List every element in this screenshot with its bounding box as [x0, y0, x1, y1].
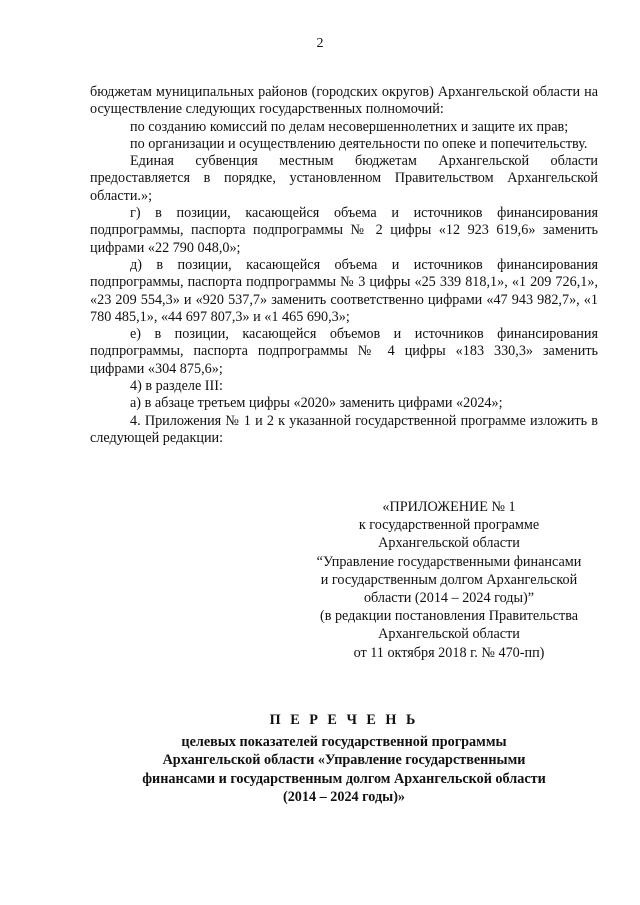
appendix-line: (в редакции постановления Правительства — [319, 608, 579, 625]
heading-subtitle-line: Архангельской области «Управление государственными — [162, 752, 526, 768]
paragraph: е) в позиции, касающейся объемов и источников финансирования подпрограммы, паспорта подпрограммы № 4 цифры «183 330,3» заменить цифрами «304 875,6»; — [90, 326, 598, 377]
heading-subtitle-line: финансами и государственным долгом Архангельской области — [142, 770, 546, 787]
paragraph: 4. Приложения № 1 и 2 к указанной государственной программе изложить в следующей редакции: — [90, 412, 598, 446]
appendix-line: области (2014 – 2024 годы)” — [363, 590, 535, 607]
paragraph: бюджетам муниципальных районов (городских округов) Архангельской области на осуществление следующих государственных полномочий: — [90, 84, 598, 118]
appendix-header — [300, 498, 598, 662]
paragraph: д) в позиции, касающейся объема и источников финансирования подпрограммы, паспорта подпрограммы № 3 цифры «25 339 818,1», «1 209 726,1», «23 209 554,3» и «920 537,7» заменить соответственно цифрами «47 943 982,7», «1 780 485,1», «44 697 807,3» и «1 465 690,3»; — [90, 256, 598, 325]
paragraph: 4) в разделе III: — [130, 378, 223, 395]
paragraph: г) в позиции, касающейся объема и источников финансирования подпрограммы, паспорта подпрограммы № 2 цифры «12 923 619,6» заменить цифрами «22 790 048,0»; — [90, 205, 598, 256]
appendix-line: Архангельской области — [378, 535, 520, 552]
heading-subtitle-line: (2014 – 2024 годы)» — [282, 789, 406, 805]
paragraph: а) в абзаце третьем цифры «2020» заменить цифрами «2024»; — [130, 395, 503, 412]
appendix-line: и государственным долгом Архангельской — [320, 571, 578, 588]
paragraph: по созданию комиссий по делам несовершеннолетних и защите их прав; — [130, 118, 569, 135]
document-body — [90, 84, 598, 447]
appendix-line: Архангельской области — [378, 626, 520, 643]
paragraph: по организации и осуществлению деятельности по опеке и попечительству. — [130, 135, 588, 152]
heading-subtitle-line: целевых показателей государственной программы — [181, 733, 507, 750]
page-number: 2 — [316, 36, 324, 51]
heading-title: П Е Р Е Ч Е Н Ь — [269, 712, 419, 728]
appendix-line: «ПРИЛОЖЕНИЕ № 1 — [382, 499, 516, 515]
list-heading — [90, 711, 598, 807]
paragraph: Единая субвенция местным бюджетам Архангельской области предоставляется в порядке, установленном Правительством Архангельской области.»; — [90, 153, 598, 204]
appendix-line: от 11 октября 2018 г. № 470-пп) — [353, 644, 545, 661]
appendix-line: к государственной программе — [358, 517, 540, 534]
appendix-line: “Управление государственными финансами — [316, 553, 582, 570]
